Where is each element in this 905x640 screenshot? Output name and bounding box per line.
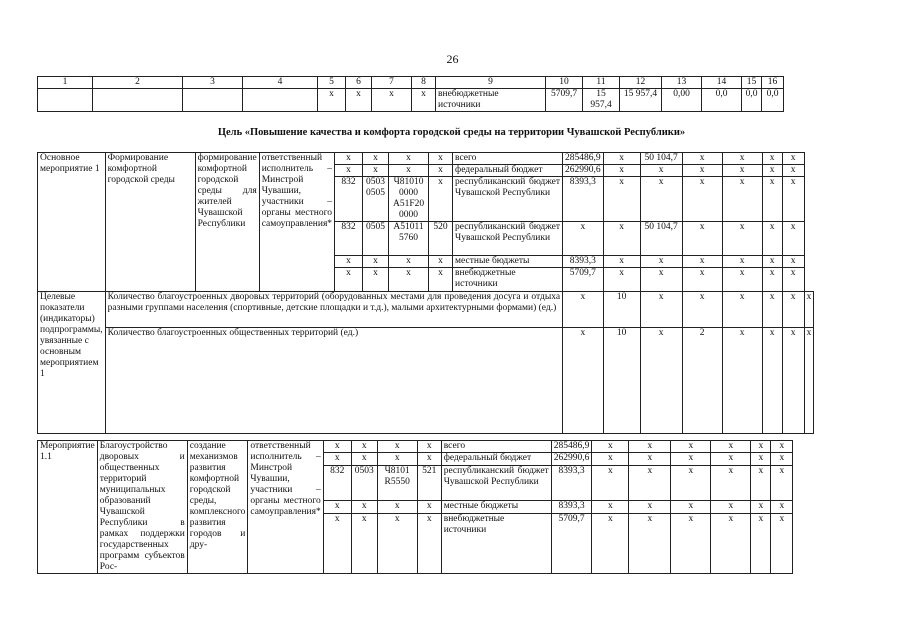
cell: х <box>318 89 346 112</box>
main-measure-table <box>37 152 814 434</box>
measure-col4: ответственный исполнитель – Минстрой Чувашии, участники – органы местного самоуправления* <box>259 153 334 292</box>
cell: 5709,7 <box>551 513 592 573</box>
cell: х <box>682 222 722 256</box>
cell: х <box>671 501 711 513</box>
column-number: 4 <box>243 77 318 89</box>
cell: 0,0 <box>742 89 762 112</box>
cell: х <box>682 165 722 177</box>
cell: х <box>323 453 351 465</box>
cell: х <box>771 441 793 453</box>
source-cell: республиканский бюджет Чувашской Республики <box>453 222 563 256</box>
page-number: 26 <box>446 52 459 66</box>
cell: х <box>323 501 351 513</box>
cell: х <box>592 453 629 465</box>
cell: х <box>722 268 762 292</box>
cell: х <box>782 328 804 434</box>
cell: х <box>363 256 389 268</box>
cell: х <box>351 453 377 465</box>
column-number: 1 <box>38 77 93 89</box>
cell: х <box>762 177 782 222</box>
cell: х <box>417 441 441 453</box>
finance-row <box>38 153 814 165</box>
cell: х <box>640 177 682 222</box>
cell: х <box>429 153 453 165</box>
cell: х <box>640 256 682 268</box>
cell: х <box>711 453 751 465</box>
source-cell: местные бюджеты <box>441 501 551 513</box>
cell: х <box>682 153 722 165</box>
column-number: 16 <box>762 77 784 89</box>
cell: х <box>722 256 762 268</box>
cell: х <box>389 268 429 292</box>
cell: х <box>629 453 671 465</box>
measure-col1: Мероприятие 1.1 <box>38 441 98 574</box>
measure-col3: формирование комфортной городской среды для жителей Чувашской Республики <box>195 153 259 292</box>
cell: х <box>682 177 722 222</box>
cell: х <box>389 256 429 268</box>
cell: х <box>389 165 429 177</box>
cell: х <box>762 328 782 434</box>
column-number: 8 <box>412 77 436 89</box>
cell: 8393,3 <box>563 256 604 268</box>
cell: х <box>351 513 377 573</box>
cell: х <box>682 256 722 268</box>
cell: 832 <box>335 177 363 222</box>
cell: х <box>363 165 389 177</box>
cell: х <box>682 292 722 328</box>
cell: 285486,9 <box>563 153 604 165</box>
cell: х <box>671 453 711 465</box>
cell: х <box>592 465 629 500</box>
cell: х <box>417 501 441 513</box>
cell: х <box>782 256 804 268</box>
indicator-label: Целевые показатели (индикаторы) подпрограммы, увязанные с основным мероприятием 1 <box>38 292 106 434</box>
measure-col4: ответственный исполнитель – Минстрой Чувашии, участники – органы местного самоуправления* <box>248 441 323 574</box>
goal-heading: Цель «Повышение качества и комфорта городской среды на территории Чувашской Республики» <box>217 127 686 138</box>
cell: 8393,3 <box>551 465 592 500</box>
measure-1-1-table <box>37 440 793 574</box>
cell: х <box>377 453 417 465</box>
cell: х <box>640 165 682 177</box>
cell: х <box>417 453 441 465</box>
cell: х <box>782 165 804 177</box>
cell: х <box>751 501 771 513</box>
cell: х <box>722 222 762 256</box>
cell: х <box>762 222 782 256</box>
cell: х <box>363 153 389 165</box>
cell: Ч8101 R5550 <box>377 465 417 500</box>
cell: х <box>671 465 711 500</box>
column-number: 15 <box>742 77 762 89</box>
cell: х <box>771 453 793 465</box>
cell: х <box>429 256 453 268</box>
source-cell: внебюджетные источники <box>453 268 563 292</box>
cell: х <box>563 292 604 328</box>
cell: х <box>722 153 762 165</box>
cell: х <box>771 465 793 500</box>
cell: х <box>429 165 453 177</box>
header-table <box>37 76 784 112</box>
column-number-row <box>38 77 784 89</box>
cell: х <box>429 268 453 292</box>
cell: х <box>771 513 793 573</box>
cell: х <box>335 165 363 177</box>
cell: х <box>603 222 640 256</box>
cell: 0503 0505 <box>363 177 389 222</box>
cell: х <box>671 513 711 573</box>
cell: 0,0 <box>762 89 784 112</box>
source-cell: всего <box>453 153 563 165</box>
column-number: 12 <box>620 77 662 89</box>
source-cell: внебюджетные источники <box>436 89 546 112</box>
cell: х <box>722 177 762 222</box>
cell: х <box>389 153 429 165</box>
source-cell: федеральный бюджет <box>453 165 563 177</box>
cell: х <box>671 441 711 453</box>
indicator-row <box>38 328 814 434</box>
cell: 10 <box>603 292 640 328</box>
cell: 0505 <box>363 222 389 256</box>
cell: 10 <box>603 328 640 434</box>
cell: х <box>335 256 363 268</box>
column-number: 14 <box>702 77 742 89</box>
cell: х <box>412 89 436 112</box>
measure-col2: Благоустройство дворовых и общественных территорий муниципальных образований Чувашской Республики в рамках поддержки государственных программ субъектов Рос- <box>97 441 187 574</box>
cell: х <box>629 465 671 500</box>
cell: х <box>751 441 771 453</box>
cell: 832 <box>323 465 351 500</box>
cell: х <box>323 513 351 573</box>
cell: х <box>563 328 604 434</box>
column-number: 10 <box>546 77 583 89</box>
cell: х <box>782 222 804 256</box>
indicator-text: Количество благоустроенных общественных территорий (ед.) <box>105 328 562 434</box>
cell: х <box>335 268 363 292</box>
cell: х <box>417 513 441 573</box>
cell: х <box>629 513 671 573</box>
column-number: 3 <box>183 77 243 89</box>
cell: х <box>762 256 782 268</box>
indicator-text: Количество благоустроенных дворовых территорий (оборудованных местами для проведения досуга и отдыха разными группами населения (спортивные, детские площадки и т.д.), малыми архитектурными формами) (ед.) <box>105 292 562 328</box>
cell: х <box>782 292 804 328</box>
cell: х <box>762 165 782 177</box>
column-number: 11 <box>583 77 620 89</box>
column-number: 2 <box>93 77 183 89</box>
cell: х <box>782 177 804 222</box>
source-cell: республиканский бюджет Чувашской Республики <box>453 177 563 222</box>
source-cell: федеральный бюджет <box>441 453 551 465</box>
cell: 262990,6 <box>551 453 592 465</box>
cell: х <box>711 441 751 453</box>
cell: х <box>429 177 453 222</box>
cell: 0,0 <box>702 89 742 112</box>
cell: 285486,9 <box>551 441 592 453</box>
column-number: 7 <box>372 77 412 89</box>
cell: 5709,7 <box>546 89 583 112</box>
cell: А51011 5760 <box>389 222 429 256</box>
cell: 15 957,4 <box>620 89 662 112</box>
cell: х <box>629 441 671 453</box>
top-continuation-row <box>38 89 784 112</box>
cell: х <box>711 501 751 513</box>
finance-row <box>38 441 793 453</box>
cell: х <box>762 153 782 165</box>
measure-col1: Основное мероприятие 1 <box>38 153 106 292</box>
column-number: 13 <box>662 77 702 89</box>
cell: 520 <box>429 222 453 256</box>
cell: х <box>751 513 771 573</box>
cell: х <box>629 501 671 513</box>
cell: х <box>762 268 782 292</box>
cell: 832 <box>335 222 363 256</box>
cell: х <box>603 268 640 292</box>
cell: 8393,3 <box>563 177 604 222</box>
cell: 0503 <box>351 465 377 500</box>
cell: х <box>346 89 372 112</box>
cell: 262990,6 <box>563 165 604 177</box>
cell: х <box>335 153 363 165</box>
cell: 8393,3 <box>551 501 592 513</box>
cell: х <box>377 513 417 573</box>
cell: х <box>351 441 377 453</box>
cell: 50 104,7 <box>640 153 682 165</box>
cell: х <box>722 292 762 328</box>
cell: х <box>603 153 640 165</box>
cell: х <box>372 89 412 112</box>
cell: х <box>804 328 814 434</box>
source-cell: всего <box>441 441 551 453</box>
cell: х <box>640 292 682 328</box>
cell: х <box>592 513 629 573</box>
source-cell: местные бюджеты <box>453 256 563 268</box>
measure-col2: Формирование комфортной городской среды <box>105 153 195 292</box>
source-cell: республиканский бюджет Чувашской Республики <box>441 465 551 500</box>
cell: х <box>640 328 682 434</box>
cell: х <box>603 165 640 177</box>
cell: х <box>722 165 762 177</box>
cell: 2 <box>682 328 722 434</box>
cell: 15 957,4 <box>583 89 620 112</box>
column-number: 5 <box>318 77 346 89</box>
cell: Ч81010 0000 А51F20 0000 <box>389 177 429 222</box>
cell: х <box>351 501 377 513</box>
cell: 50 104,7 <box>640 222 682 256</box>
cell: х <box>771 501 793 513</box>
cell: х <box>563 222 604 256</box>
cell: 521 <box>417 465 441 500</box>
cell: х <box>363 268 389 292</box>
cell: х <box>804 292 814 328</box>
cell: 0,00 <box>662 89 702 112</box>
cell: х <box>592 441 629 453</box>
cell: х <box>711 465 751 500</box>
cell: х <box>682 268 722 292</box>
cell: х <box>603 177 640 222</box>
cell: х <box>377 441 417 453</box>
source-cell: внебюджетные источники <box>441 513 551 573</box>
cell: х <box>751 453 771 465</box>
column-number: 9 <box>436 77 546 89</box>
cell: х <box>762 292 782 328</box>
cell: х <box>603 256 640 268</box>
cell: 5709,7 <box>563 268 604 292</box>
cell: х <box>722 328 762 434</box>
column-number: 6 <box>346 77 372 89</box>
measure-col3: создание механизмов развития комфортной городской среды, комплексного развития городов и дру- <box>187 441 248 574</box>
cell: х <box>640 268 682 292</box>
cell: х <box>711 513 751 573</box>
cell: х <box>782 153 804 165</box>
cell: х <box>592 501 629 513</box>
cell: х <box>323 441 351 453</box>
cell: х <box>377 501 417 513</box>
cell: х <box>751 465 771 500</box>
indicator-row <box>38 292 814 328</box>
cell: х <box>782 268 804 292</box>
